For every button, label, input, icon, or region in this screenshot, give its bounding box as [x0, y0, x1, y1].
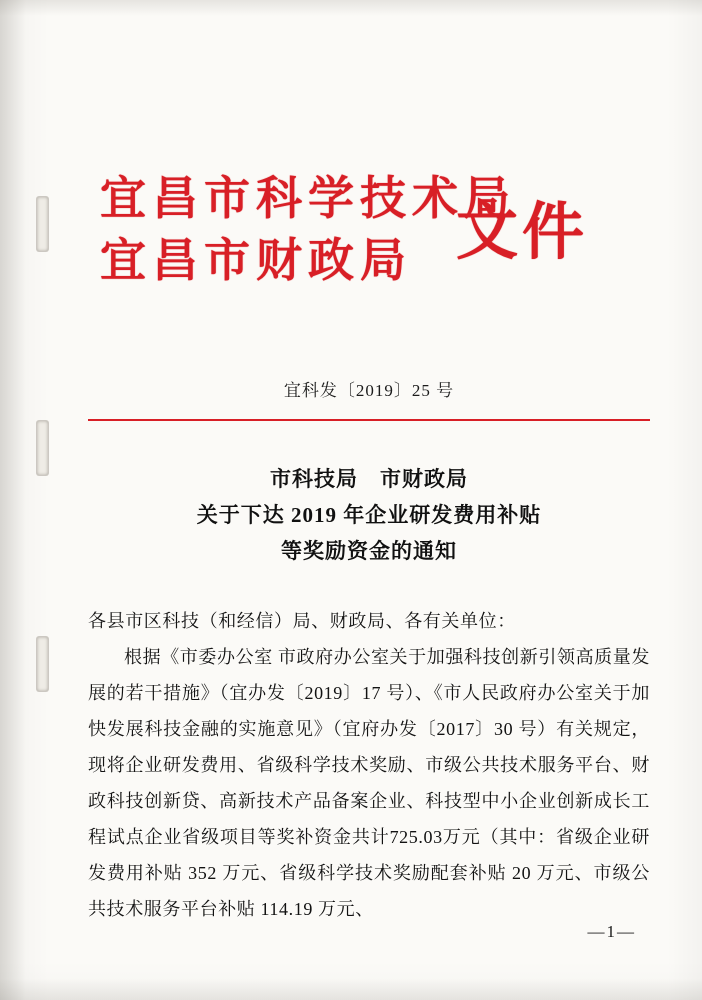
- title-line-3: 等奖励资金的通知: [281, 539, 457, 563]
- title-issuer-science-bureau: 市科技局: [270, 467, 358, 491]
- title-issuer-finance-bureau: 市财政局: [380, 467, 468, 491]
- document-number: 宜科发〔2019〕25 号: [283, 381, 455, 400]
- document-title: [88, 461, 650, 569]
- scan-edge-left: [0, 0, 26, 1000]
- masthead-issuer-line-2: 宜昌市财政局: [100, 235, 412, 286]
- binding-hole-icon: [36, 420, 49, 476]
- red-divider-rule: [88, 419, 650, 421]
- body-salutation: 各县市区科技（和经信）局、财政局、各有关单位：: [88, 611, 516, 631]
- masthead-issuer-line-1: 宜昌市科学技术局: [100, 173, 516, 224]
- page-number: —1—: [587, 922, 636, 941]
- document-body: [88, 603, 650, 927]
- masthead-document-word: 文件: [455, 199, 588, 267]
- document-content: [88, 0, 650, 927]
- title-line-2: 关于下达 2019 年企业研发费用补贴: [196, 503, 542, 527]
- binding-hole-icon: [36, 636, 49, 692]
- body-paragraph-1: 根据《市委办公室 市政府办公室关于加强科技创新引领高质量发展的若干措施》（宜办发〔2019〕17 号）、《市人民政府办公室关于加快发展科技金融的实施意见》（宜府办发〔2017〕30 号）有关规定，现将企业研发费用、省级科学技术奖励、市级公共技术服务平台、财政科技创新贷、高新技术产品备案企业、科技型中小企业创新成长工程试点企业省级项目等奖补资金共计725.03万元（其中：省级企业研发费用补贴 352 万元、省级科学技术奖励配套补贴 20 万元、市级公共技术服务平台补贴 114.19 万元、: [88, 647, 650, 919]
- document-masthead: [88, 168, 650, 316]
- binding-hole-icon: [36, 196, 49, 252]
- scan-edge-bottom: [0, 978, 702, 1000]
